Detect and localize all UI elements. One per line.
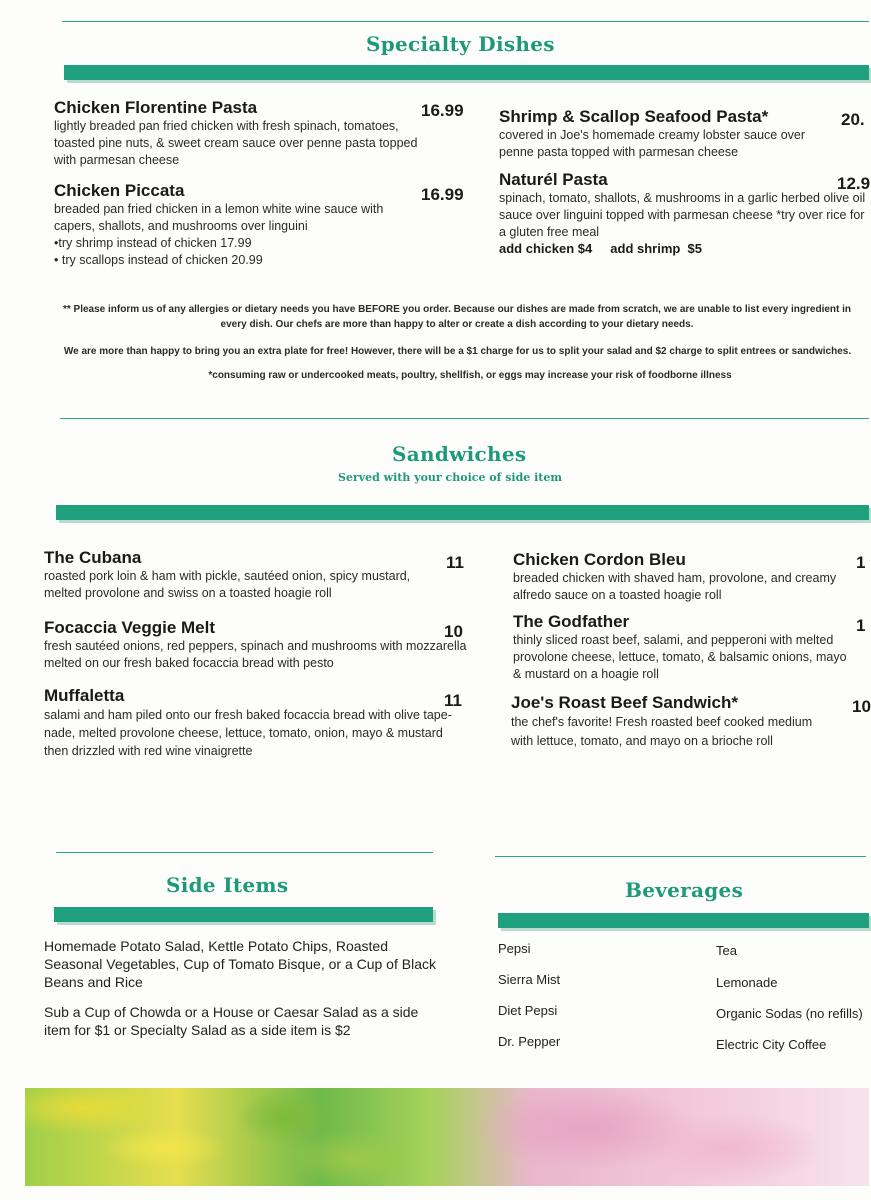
menu-item-joes-roast-beef xyxy=(511,693,831,751)
beverage-diet-pepsi: Diet Pepsi xyxy=(498,1003,558,1018)
item-option: • try scallops instead of chicken 20.99 xyxy=(54,253,263,267)
item-price: 11 xyxy=(444,691,462,710)
item-name: Chicken Cordon Bleu xyxy=(513,550,686,569)
split-charge-note: We are more than happy to bring you an extra plate for free! However, there will be a $1 charge for us to split your salad and $2 charge to split entrees or sandwiches. xyxy=(63,346,852,357)
sides-title: Side Items xyxy=(166,873,289,897)
sandwiches-top-rule xyxy=(60,418,869,419)
specialty-top-rule xyxy=(62,21,869,22)
menu-item-chicken-florentine xyxy=(54,98,424,169)
specialty-title: Specialty Dishes xyxy=(366,32,555,56)
beverage-sierra-mist: Sierra Mist xyxy=(498,972,561,987)
raw-food-warning: *consuming raw or undercooked meats, poultry, shellfish, or eggs may increase your risk of foodborne illness xyxy=(208,370,732,381)
menu-item-chicken-piccata xyxy=(54,181,424,269)
item-desc: fresh sautéed onions, red peppers, spinach and mushrooms with mozzarella melted on our fresh baked focaccia bread with pesto xyxy=(44,639,467,670)
item-price: 1 xyxy=(856,553,866,572)
item-name: Chicken Florentine Pasta xyxy=(54,98,258,117)
sides-top-rule xyxy=(56,852,433,853)
item-desc: covered in Joe's homemade creamy lobster sauce over penne pasta topped with parmesan cheese xyxy=(499,128,806,159)
item-addons: add chicken $4 add shrimp $5 xyxy=(499,241,703,256)
item-price: 10 xyxy=(444,622,463,641)
decorative-painted-banner xyxy=(25,1088,869,1186)
menu-item-shrimp-scallop xyxy=(499,107,819,161)
menu-item-chicken-cordon-bleu xyxy=(513,550,843,604)
item-name: The Godfather xyxy=(513,612,630,631)
item-name: The Cubana xyxy=(44,548,142,567)
sides-bar xyxy=(54,907,433,922)
beverages-bar xyxy=(498,913,869,928)
item-desc: thinly sliced roast beef, salami, and pepperoni with melted provolone cheese, lettuce, tomato, & balsamic onions, mayo & mustard on a hoagie roll xyxy=(513,633,847,681)
side-items-list: Homemade Potato Salad, Kettle Potato Chips, Roasted Seasonal Vegetables, Cup of Tomato Bisque, or a Cup of Black Beans and Rice xyxy=(44,938,436,990)
menu-item-naturel-pasta xyxy=(499,170,869,256)
item-desc: spinach, tomato, shallots, & mushrooms in a garlic herbed olive oil sauce over linguini topped with parmesan cheese *try over rice for a gluten free meal xyxy=(499,191,866,239)
item-price: 16.99 xyxy=(421,185,464,204)
item-desc: salami and ham piled onto our fresh baked focaccia bread with olive tape-nade, melted provolone cheese, lettuce, tomato, onion, mayo & mustard then drizzled with red wine vinaigrette xyxy=(44,708,452,758)
sandwiches-title: Sandwiches xyxy=(392,442,527,466)
item-name: Chicken Piccata xyxy=(54,181,185,200)
menu-item-muffaletta xyxy=(44,686,469,760)
beverages-title: Beverages xyxy=(625,878,744,902)
beverage-pepsi: Pepsi xyxy=(498,941,531,956)
beverage-organic-sodas: Organic Sodas (no refills) xyxy=(716,1006,863,1021)
item-desc: the chef's favorite! Fresh roasted beef cooked medium with lettuce, tomato, and mayo on a brioche roll xyxy=(511,715,813,748)
menu-item-cubana xyxy=(44,548,424,602)
item-price: 10 xyxy=(852,697,871,716)
allergy-note: ** Please inform us of any allergies or dietary needs you have BEFORE you order. Because our dishes are made from scratch, we are unable to list every ingredient in every dish. Our chefs are more than happy to alter or create a dish according to your dietary needs. xyxy=(62,304,852,330)
beverage-tea: Tea xyxy=(716,943,737,958)
item-price: 12.9 xyxy=(837,174,871,193)
menu-item-godfather xyxy=(513,612,853,683)
item-name: Muffaletta xyxy=(44,686,125,705)
item-desc: lightly breaded pan fried chicken with fresh spinach, tomatoes, toasted pine nuts, & sweet cream sauce over penne pasta topped with parmesan cheese xyxy=(54,119,418,167)
beverage-coffee: Electric City Coffee xyxy=(716,1037,827,1052)
sandwiches-bar xyxy=(56,505,869,520)
item-price: 1 xyxy=(856,616,866,635)
item-price: 20. xyxy=(841,110,865,129)
item-name: Shrimp & Scallop Seafood Pasta* xyxy=(499,107,769,126)
item-name: Naturél Pasta xyxy=(499,170,608,189)
specialty-bar xyxy=(64,65,869,80)
item-price: 16.99 xyxy=(421,101,464,120)
item-desc: breaded pan fried chicken in a lemon white wine sauce with capers, shallots, and mushrooms over linguini xyxy=(54,202,384,233)
item-name: Focaccia Veggie Melt xyxy=(44,618,216,637)
beverage-lemonade: Lemonade xyxy=(716,975,778,990)
item-desc: breaded chicken with shaved ham, provolone, and creamy alfredo sauce on a toasted hoagie roll xyxy=(513,571,837,602)
item-price: 11 xyxy=(446,553,464,572)
item-name: Joe's Roast Beef Sandwich* xyxy=(511,693,739,712)
menu-item-focaccia-veggie-melt xyxy=(44,618,469,672)
beverages-top-rule xyxy=(495,856,866,857)
beverage-dr-pepper: Dr. Pepper xyxy=(498,1034,561,1049)
side-items-upgrade: Sub a Cup of Chowda or a House or Caesar Salad as a side item for $1 or Specialty Salad as a side item is $2 xyxy=(44,1004,419,1038)
sandwiches-subtitle: Served with your choice of side item xyxy=(338,471,562,484)
item-desc: roasted pork loin & ham with pickle, sautéed onion, spicy mustard, melted provolone and swiss on a toasted hoagie roll xyxy=(44,569,411,600)
item-option: •try shrimp instead of chicken 17.99 xyxy=(54,236,252,250)
